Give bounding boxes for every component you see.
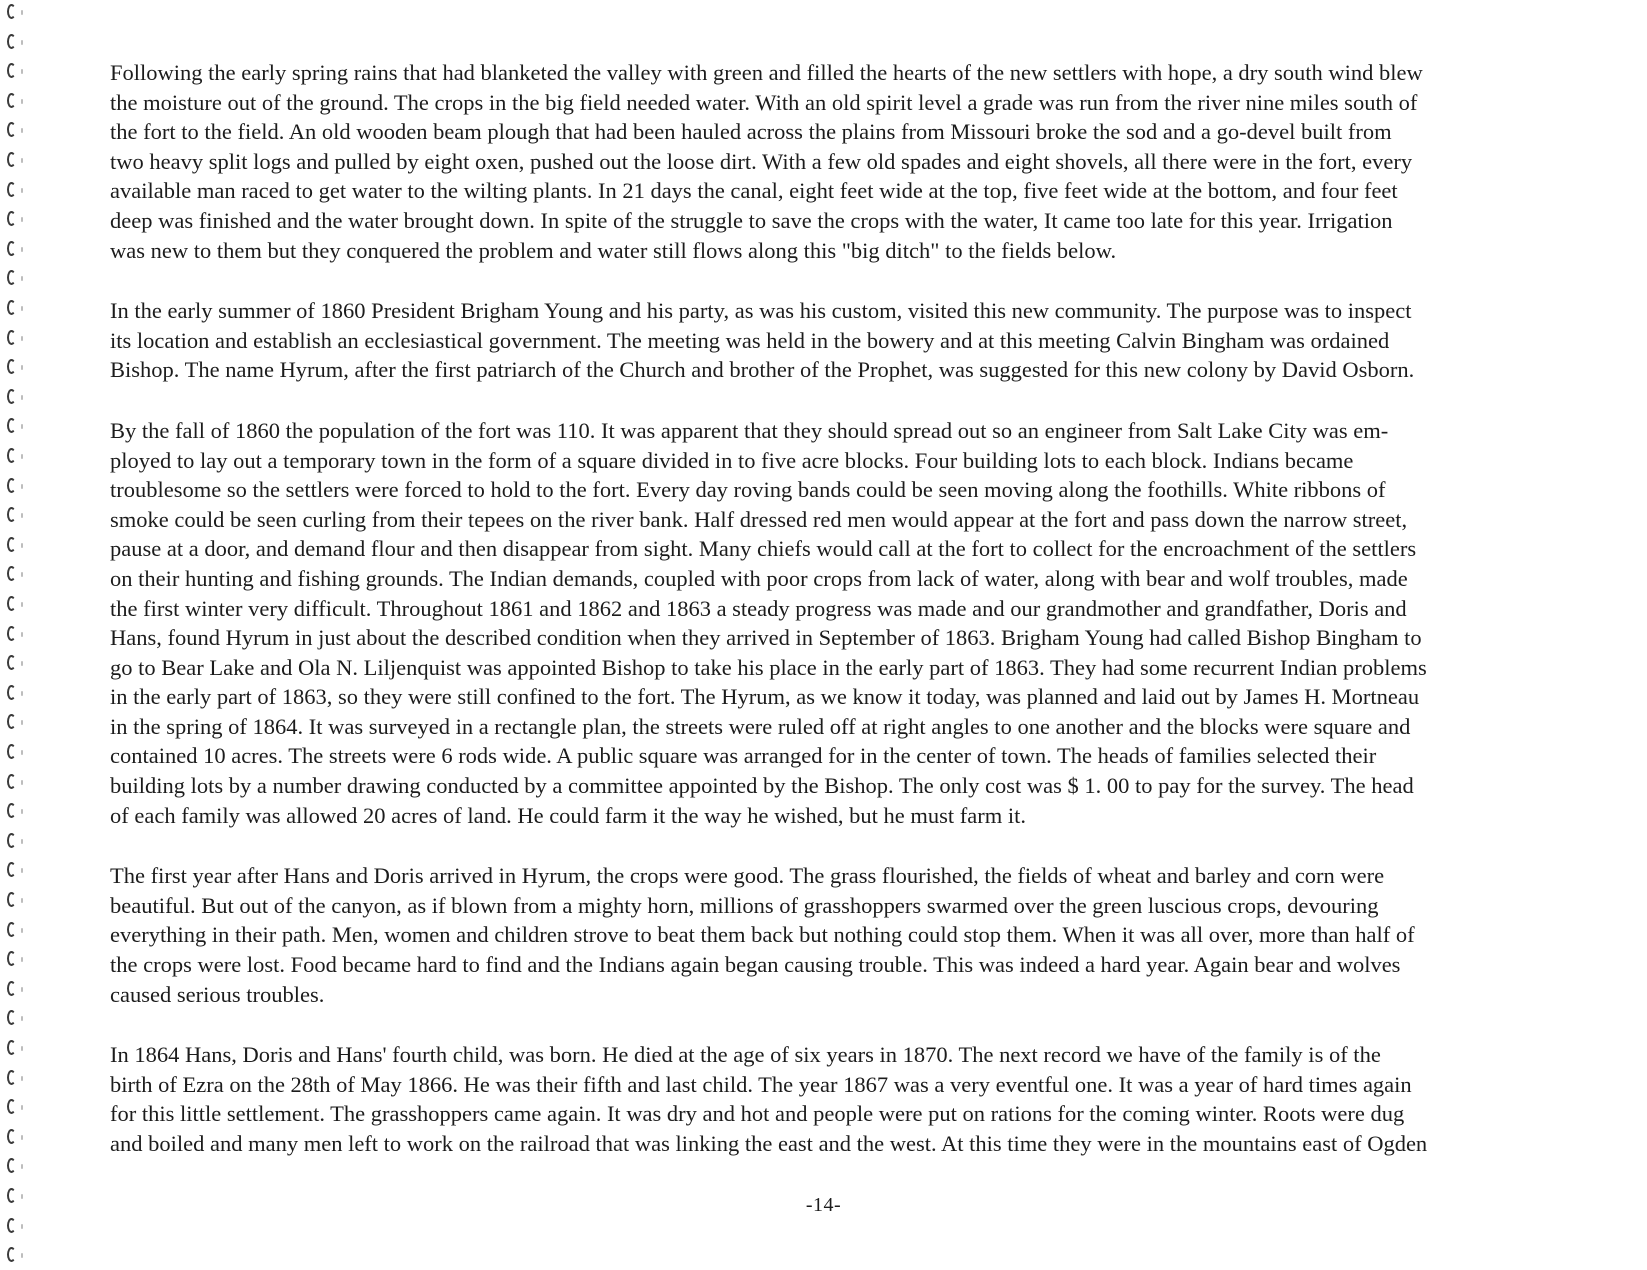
binding-ring — [7, 300, 16, 315]
binding-ring — [7, 389, 16, 404]
binding-ring — [7, 951, 16, 966]
text-line: was new to them but they conquered the problem and water still flows along this "big ditch" to the fields below. — [110, 237, 1117, 263]
paragraph-brigham-young-visit — [110, 296, 1582, 385]
text-line: the crops were lost. Food became hard to find and the Indians again began causing trouble. This was indeed a hard year. Again bear and wolves — [110, 952, 1401, 978]
binding-ring — [7, 448, 16, 463]
binding-ring — [7, 241, 16, 256]
binding-ring — [7, 744, 16, 759]
text-line: Bishop. The name Hyrum, after the first patriarch of the Church and brother of the Prophet, was suggested for this new colony by David Osborn. — [110, 357, 1415, 383]
text-line: caused serious troubles. — [110, 981, 325, 1007]
text-line: and boiled and many men left to work on the railroad that was linking the east and the west. At this time they were in the mountains east of Ogden — [110, 1131, 1428, 1156]
binding-ring — [7, 93, 16, 108]
text-line: Following the early spring rains that had blanketed the valley with green and filled the hearts of the new settlers with hope, a dry south wind blew — [110, 60, 1423, 85]
binding-ring — [7, 685, 16, 700]
binding-ring — [7, 981, 16, 996]
text-line: go to Bear Lake and Ola N. Liljenquist was appointed Bishop to take his place in the early part of 1863. They had some recurrent Indian problems — [110, 654, 1427, 680]
text-line: troublesome so the settlers were forced to hold to the fort. Every day roving bands could be seen moving along the foothills. White ribbons of — [110, 477, 1386, 503]
text-line: The first year after Hans and Doris arrived in Hyrum, the crops were good. The grass flourished, the fields of wheat and barley and corn were — [110, 863, 1385, 889]
binding-ring — [7, 507, 16, 522]
text-line: the fort to the field. An old wooden beam plough that had been hauled across the plains from Missouri broke the sod and a go-devel built from — [110, 119, 1392, 145]
text-line: ployed to lay out a temporary town in the form of a square divided in to five acre blocks. Four building lots to each block. Indians became — [110, 447, 1354, 473]
binding-ring — [7, 1247, 16, 1262]
binding-ring — [7, 359, 16, 374]
text-line: of each family was allowed 20 acres of land. He could farm it the way he wished, but he must farm it. — [110, 802, 1026, 828]
binding-ring — [7, 862, 16, 877]
binding-ring — [7, 1158, 16, 1173]
binding-ring — [7, 892, 16, 907]
text-line: In 1864 Hans, Doris and Hans' fourth child, was born. He died at the age of six years in 1870. The next record we have of the family is of the — [110, 1042, 1381, 1068]
binding-ring — [7, 211, 16, 226]
text-line: the moisture out of the ground. The crops in the big field needed water. With an old spirit level a grade was run from the river nine miles south of — [110, 89, 1418, 115]
text-line: pause at a door, and demand flour and then disappear from sight. Many chiefs would call at the fort to collect for the encroachment of the settlers — [110, 536, 1417, 562]
text-line: deep was finished and the water brought down. In spite of the struggle to save the crops with the water, It came too late for this year. Irrigation — [110, 207, 1393, 233]
text-line: for this little settlement. The grasshoppers came again. It was dry and hot and people were put on rations for the coming winter. Roots were dug — [110, 1101, 1405, 1127]
text-line: By the fall of 1860 the population of the fort was 110. It was apparent that they should spread out so an engineer from Salt Lake City was em- — [110, 417, 1389, 443]
binding-ring — [7, 1218, 16, 1233]
binding-ring — [7, 330, 16, 345]
text-line: two heavy split logs and pulled by eight oxen, pushed out the loose dirt. With a few old spades and eight shovels, all there were in the fort, every — [110, 148, 1413, 174]
text-line: contained 10 acres. The streets were 6 rods wide. A public square was arranged for in the center of town. The heads of families selected their — [110, 743, 1377, 769]
text-line: available man raced to get water to the wilting plants. In 21 days the canal, eight feet wide at the top, five feet wide at the bottom, and four feet — [110, 178, 1398, 204]
text-line: beautiful. But out of the canyon, as if blown from a mighty horn, millions of grasshoppers swarmed over the green luscious crops, devouring — [110, 892, 1379, 918]
paragraph-fort-population — [110, 416, 1582, 830]
binding-ring — [7, 418, 16, 433]
text-line: in the spring of 1864. It was surveyed in a rectangle plan, the streets were ruled off at right angles to one another and the blocks were square and — [110, 713, 1411, 739]
binding-ring — [7, 1010, 16, 1025]
text-line: In the early summer of 1860 President Brigham Young and his party, as was his custom, visited this new community. The purpose was to inspect — [110, 298, 1412, 324]
binding-ring — [7, 270, 16, 285]
binding-ring — [7, 537, 16, 552]
binding-ring — [7, 34, 16, 49]
binding-ring — [7, 1070, 16, 1085]
text-line: building lots by a number drawing conducted by a committee appointed by the Bishop. The only cost was $ 1. 00 to pay for the survey. The head — [110, 773, 1414, 799]
binding-ring — [7, 566, 16, 581]
text-line: its location and establish an ecclesiastical government. The meeting was held in the bowery and at this meeting Calvin Bingham was ordained — [110, 327, 1390, 353]
binding-ring — [7, 803, 16, 818]
binding-ring — [7, 122, 16, 137]
binding-ring — [7, 182, 16, 197]
binding-ring — [7, 774, 16, 789]
binding-ring — [7, 4, 16, 19]
text-line: smoke could be seen curling from their tepees on the river bank. Half dressed red men would appear at the fort and pass down the narrow street, — [110, 506, 1408, 532]
text-line: the first winter very difficult. Throughout 1861 and 1862 and 1863 a steady progress was made and our grandmother and grandfather, Doris and — [110, 595, 1407, 621]
text-line: birth of Ezra on the 28th of May 1866. He was their fifth and last child. The year 1867 was a very eventful one. It was a year of hard times again — [110, 1071, 1412, 1097]
text-line: everything in their path. Men, women and children strove to beat them back but nothing could stop them. When it was all over, more than half of — [110, 922, 1415, 948]
binding-ring — [7, 655, 16, 670]
binding-ring — [7, 626, 16, 641]
binding-ring — [7, 1040, 16, 1055]
document-body — [110, 58, 1582, 1190]
binding-ring — [7, 1129, 16, 1144]
page-number: -14- — [805, 1194, 842, 1216]
paragraph-family-1864 — [110, 1040, 1582, 1158]
binding-ring — [7, 714, 16, 729]
text-line: on their hunting and fishing grounds. The Indian demands, coupled with poor crops from lack of water, along with bear and wolf troubles, made — [110, 565, 1408, 591]
binding-ring — [7, 152, 16, 167]
binding-ring — [7, 922, 16, 937]
paragraph-grasshoppers — [110, 861, 1582, 1009]
paragraph-irrigation — [110, 58, 1582, 265]
binding-ring — [7, 478, 16, 493]
spiral-binding — [0, 0, 30, 1270]
text-line: Hans, found Hyrum in just about the described condition when they arrived in September of 1863. Brigham Young had called Bishop Bingham to — [110, 625, 1422, 651]
text-line: in the early part of 1863, so they were still confined to the fort. The Hyrum, as we know it today, was planned and laid out by James H. Mortneau — [110, 684, 1420, 710]
binding-ring — [7, 63, 16, 78]
binding-ring — [7, 596, 16, 611]
binding-ring — [7, 1099, 16, 1114]
binding-ring — [7, 833, 16, 848]
